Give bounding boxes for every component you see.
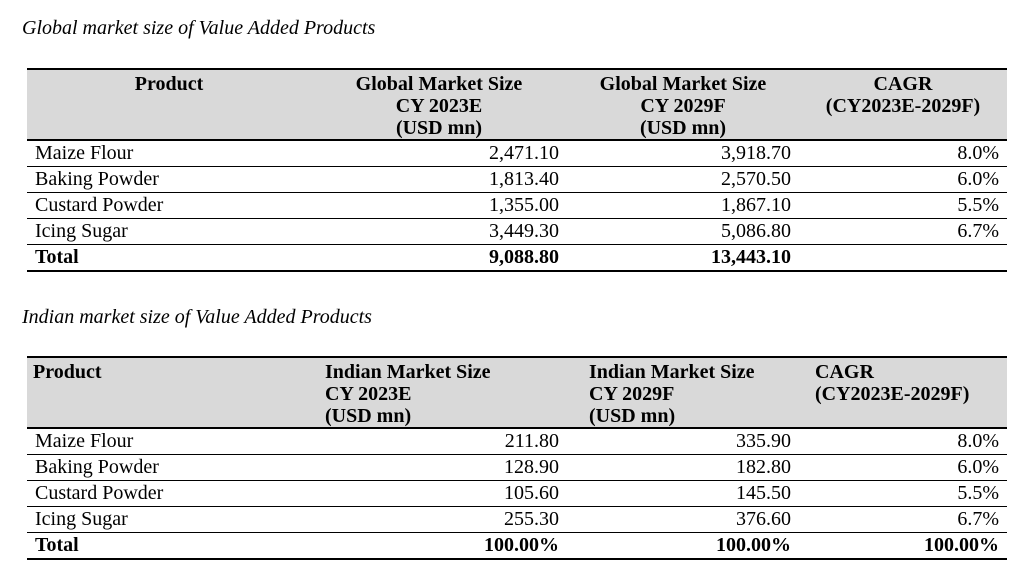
table-row [27, 219, 1007, 245]
header-cagr: CAGR (CY2023E-2029F) [799, 69, 1007, 140]
cell-product: Icing Sugar [27, 507, 311, 533]
cell-product: Icing Sugar [27, 219, 311, 245]
cell-2023: 105.60 [311, 481, 567, 507]
header-cagr: CAGR (CY2023E-2029F) [799, 357, 1007, 428]
cell-2029: 2,570.50 [567, 167, 799, 193]
cell-2023: 1,355.00 [311, 193, 567, 219]
cell-2029: 5,086.80 [567, 219, 799, 245]
global-table-caption: Global market size of Value Added Products [22, 17, 376, 39]
cell-2023: 255.30 [311, 507, 567, 533]
header-market-size-2023: Indian Market Size CY 2023E (USD mn) [311, 357, 567, 428]
table-header-row [27, 69, 1007, 140]
cell-product: Total [27, 533, 311, 560]
table-row [27, 455, 1007, 481]
header-product: Product [27, 357, 311, 428]
cell-cagr: 5.5% [799, 481, 1007, 507]
cell-2029: 13,443.10 [567, 245, 799, 272]
cell-product: Custard Powder [27, 193, 311, 219]
table-row [27, 428, 1007, 455]
cell-2029: 145.50 [567, 481, 799, 507]
table-row [27, 481, 1007, 507]
cell-2029: 376.60 [567, 507, 799, 533]
cell-cagr: 8.0% [799, 428, 1007, 455]
header-market-size-2029: Global Market Size CY 2029F (USD mn) [567, 69, 799, 140]
header-market-size-2023: Global Market Size CY 2023E (USD mn) [311, 69, 567, 140]
cell-cagr [799, 245, 1007, 272]
cell-product: Custard Powder [27, 481, 311, 507]
cell-cagr: 6.7% [799, 507, 1007, 533]
cell-cagr: 5.5% [799, 193, 1007, 219]
cell-cagr: 6.7% [799, 219, 1007, 245]
cell-product: Baking Powder [27, 167, 311, 193]
cell-cagr: 100.00% [799, 533, 1007, 560]
cell-2023: 100.00% [311, 533, 567, 560]
cell-2023: 211.80 [311, 428, 567, 455]
header-product: Product [27, 69, 311, 140]
table-row [27, 140, 1007, 167]
cell-2029: 1,867.10 [567, 193, 799, 219]
cell-product: Maize Flour [27, 140, 311, 167]
cell-2029: 182.80 [567, 455, 799, 481]
cell-2023: 9,088.80 [311, 245, 567, 272]
cell-product: Baking Powder [27, 455, 311, 481]
cell-2023: 3,449.30 [311, 219, 567, 245]
indian-market-table [27, 356, 1007, 560]
indian-table-caption: Indian market size of Value Added Products [22, 306, 372, 328]
global-market-table [27, 68, 1007, 272]
cell-2029: 3,918.70 [567, 140, 799, 167]
cell-2029: 335.90 [567, 428, 799, 455]
cell-cagr: 6.0% [799, 455, 1007, 481]
table-row [27, 193, 1007, 219]
table-row [27, 507, 1007, 533]
table-header-row [27, 357, 1007, 428]
total-row [27, 245, 1007, 272]
cell-2023: 2,471.10 [311, 140, 567, 167]
cell-2023: 128.90 [311, 455, 567, 481]
table-row [27, 167, 1007, 193]
cell-2023: 1,813.40 [311, 167, 567, 193]
header-market-size-2029: Indian Market Size CY 2029F (USD mn) [567, 357, 799, 428]
cell-product: Total [27, 245, 311, 272]
cell-product: Maize Flour [27, 428, 311, 455]
cell-2029: 100.00% [567, 533, 799, 560]
total-row [27, 533, 1007, 560]
cell-cagr: 8.0% [799, 140, 1007, 167]
cell-cagr: 6.0% [799, 167, 1007, 193]
